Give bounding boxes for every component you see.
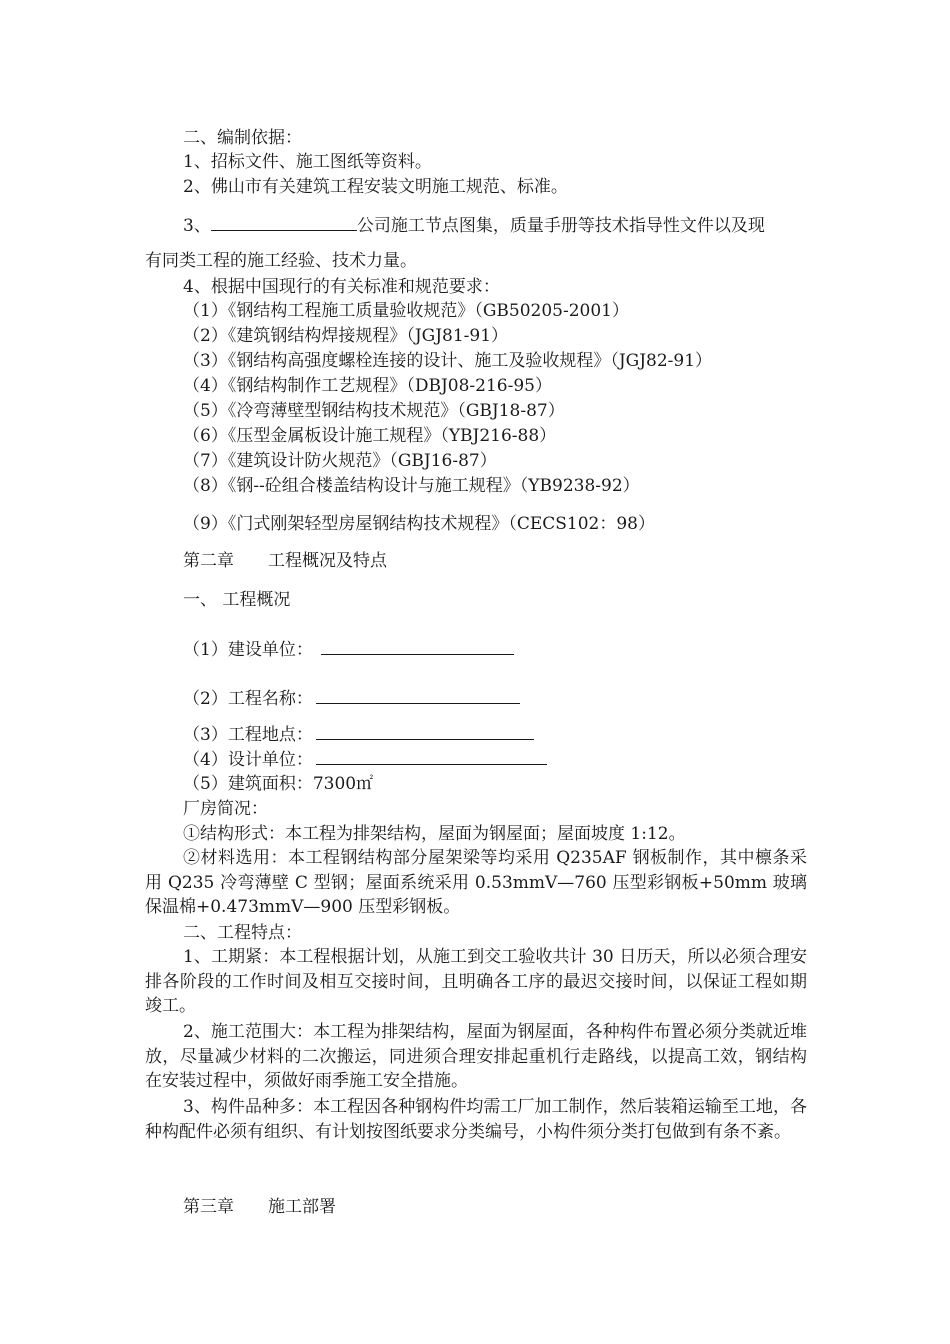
field-blank [316, 723, 534, 740]
field-project-location [183, 723, 534, 746]
field-label: （1）建设单位： [183, 640, 313, 660]
standard-item: （9）《门式刚架轻型房屋钢结构技术规程》（CECS102：98） [183, 514, 655, 534]
basis-item-1: 1、招标文件、施工图纸等资料。 [183, 152, 432, 172]
standard-item: （4）《钢结构制作工艺规程》（DBJ08-216-95） [183, 376, 552, 396]
materials-paragraph: ②材料选用：本工程钢结构部分屋架梁等均采用 Q235AF 钢板制作，其中檩条采用 Q235 冷弯薄壁 C 型钢；屋面系统采用 0.53mmV—760 压型彩钢板+50mm 玻璃保温棉+0.473mmV—900 压型彩钢板。 [145, 848, 807, 917]
standard-item: （3）《钢结构高强度螺栓连接的设计、施工及验收规程》（JGJ82-91） [183, 351, 713, 371]
field-blank [316, 748, 547, 765]
basis-item-3-prefix: 3、 [183, 216, 211, 236]
chapter-2-title: 第二章 工程概况及特点 [183, 551, 387, 571]
basis-item-3 [183, 214, 765, 237]
standard-item: （5）《冷弯薄壁型钢结构技术规范》（GBJ18-87） [183, 401, 565, 421]
basis-item-3-continued: 有同类工程的施工经验、技术力量。 [145, 251, 417, 271]
field-label: （2）工程名称： [183, 689, 313, 709]
basis-item-4: 4、根据中国现行的有关标准和规范要求： [183, 277, 500, 297]
features-heading: 二、工程特点： [183, 923, 302, 943]
standard-item: （6）《压型金属板设计施工规程》（YBJ216-88） [183, 426, 557, 446]
field-blank [316, 687, 520, 704]
structure-form: ①结构形式：本工程为排架结构，屋面为钢屋面；屋面坡度 1:12。 [183, 824, 686, 844]
standard-item: （8）《钢--砼组合楼盖结构设计与施工规程》（YB9238-92） [183, 476, 640, 496]
field-building-area: （5）建筑面积：7300㎡ [183, 774, 374, 794]
feature-2-paragraph: 2、施工范围大：本工程为排架结构，屋面为钢屋面，各种构件布置必须分类就近堆放，尽量减少材料的二次搬运，同进须合理安排起重机行走路线，以提高工效，钢结构在安装过程中，须做好雨季施工安全措施。 [145, 1022, 807, 1091]
basis-item-2: 2、佛山市有关建筑工程安装文明施工规范、标准。 [183, 177, 568, 197]
overview-heading: 一、 工程概况 [183, 590, 291, 610]
field-blank [321, 638, 514, 655]
field-label: （4）设计单位： [183, 750, 313, 770]
standard-item: （1）《钢结构工程施工质量验收规范》（GB50205-2001） [183, 301, 629, 321]
field-label: （3）工程地点： [183, 725, 313, 745]
factory-heading: 厂房简况： [183, 799, 268, 819]
company-blank [211, 214, 357, 231]
chapter-3-title: 第三章 施工部署 [183, 1197, 336, 1217]
field-construction-unit [183, 638, 514, 661]
basis-item-3-suffix: 公司施工节点图集，质量手册等技术指导性文件以及现 [356, 216, 765, 236]
field-project-name [183, 687, 520, 710]
standard-item: （2）《建筑钢结构焊接规程》（JGJ81-91） [183, 326, 509, 346]
feature-1-paragraph: 1、工期紧：本工程根据计划，从施工到交工验收共计 30 日历天，所以必须合理安排各阶段的工作时间及相互交接时间，且明确各工序的最迟交接时间，以保证工程如期竣工。 [145, 947, 807, 1016]
standard-item: （7）《建筑设计防火规范》（GBJ16-87） [183, 451, 497, 471]
feature-3-paragraph: 3、构件品种多：本工程因各种钢构件均需工厂加工制作，然后装箱运输至工地，各种构配件必须有组织、有计划按图纸要求分类编号，小构件须分类打包做到有条不紊。 [145, 1097, 807, 1142]
field-design-unit [183, 748, 547, 771]
basis-heading: 二、编制依据： [183, 128, 302, 148]
